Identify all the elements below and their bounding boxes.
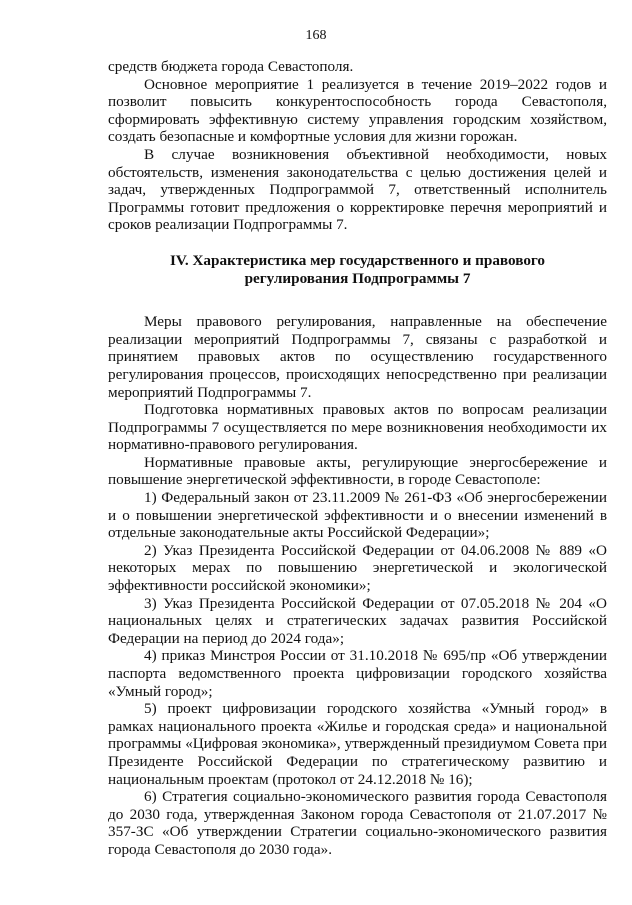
section-heading bbox=[108, 252, 607, 287]
section-heading-line: IV. Характеристика мер государственного и правового bbox=[169, 251, 546, 269]
paragraph: Основное мероприятие 1 реализуется в течение 2019–2022 годов и позволит повысить конкурентоспособность города Севастополя, сформировать эффективную систему управления городским хозяйством, создать безопасные и комфортные условия для жизни горожан. bbox=[108, 75, 607, 146]
paragraph: Нормативные правовые акты, регулирующие энергосбережение и повышение энергетической эффективности, в городе Севастополе: bbox=[108, 453, 607, 489]
paragraph: Меры правового регулирования, направленные на обеспечение реализации мероприятий Подпрограммы 7, связаны с разработкой и принятием правовых актов по осуществлению государственного регулирования процессов, происходящих непосредственно при реализации мероприятий Подпрограммы 7. bbox=[108, 313, 607, 401]
list-item: 6) Стратегия социально-экономического развития города Севастополя до 2030 года, утвержденная Законом города Севастополя от 21.07.2017 № 357-ЗС «Об утверждении Стратегии социально-экономического развития города Севастополя до 2030 года». bbox=[108, 788, 607, 858]
paragraph: В случае возникновения объективной необходимости, новых обстоятельств, изменения законодательства с целью достижения целей и задач, утвержденных Подпрограммой 7, ответственный исполнитель Программы готовит предложения о корректировке перечня мероприятий и сроков реализации Подпрограммы 7. bbox=[108, 145, 607, 234]
section-heading-line: регулирования Подпрограммы 7 bbox=[244, 269, 471, 287]
list-item: 3) Указ Президента Российской Федерации от 07.05.2018 № 204 «О национальных целях и стратегических задачах развития Российской Федерации на период до 2024 года»; bbox=[108, 594, 607, 647]
page-number: 168 bbox=[305, 28, 327, 43]
paragraph: Подготовка нормативных правовых актов по вопросам реализации Подпрограммы 7 осуществляется по мере возникновения необходимости их нормативно-правового регулирования. bbox=[108, 401, 607, 454]
list-item: 5) проект цифровизации городского хозяйства «Умный город» в рамках национального проекта «Жилье и городская среда» и национальной программы «Цифровая экономика», утвержденный президиумом Совета при Президенте Российской Федерации по стратегическому развитию и национальным проектам (протокол от 24.12.2018 № 16); bbox=[108, 700, 607, 788]
list-item: 2) Указ Президента Российской Федерации от 04.06.2008 № 889 «О некоторых мерах по повышению энергетической и экологической эффективности российской экономики»; bbox=[108, 541, 607, 595]
page-body bbox=[108, 58, 607, 859]
list-item: 4) приказ Минстроя России от 31.10.2018 № 695/пр «Об утверждении паспорта ведомственного проекта цифровизации городского хозяйства «Умный город»; bbox=[108, 647, 607, 700]
list-item: 1) Федеральный закон от 23.11.2009 № 261-ФЗ «Об энергосбережении и о повышении энергетической эффективности и о внесении изменений в отдельные законодательные акты Российской Федерации»; bbox=[108, 489, 607, 542]
paragraph: средств бюджета города Севастополя. bbox=[108, 58, 354, 75]
